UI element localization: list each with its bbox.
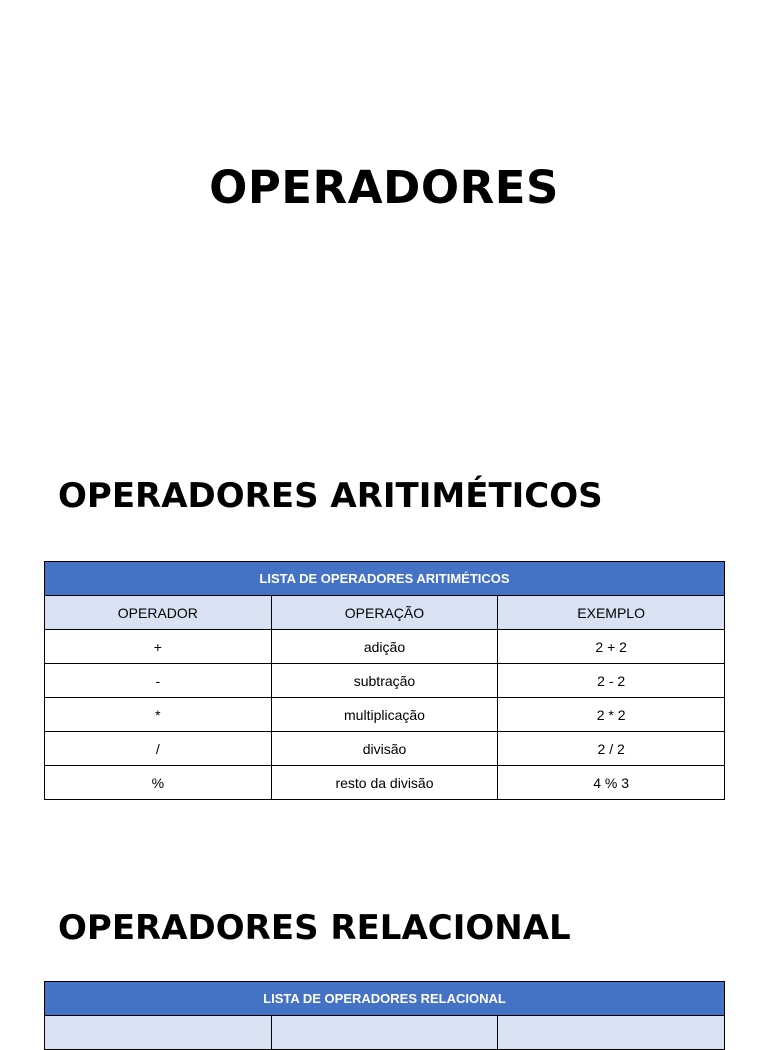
section-title-aritmeticos: OPERADORES ARITIMÉTICOS [58, 476, 603, 516]
table-operadores-aritmeticos [44, 561, 725, 800]
table-row [45, 630, 725, 664]
cell-operacao: adição [271, 630, 498, 664]
cell-operador: + [45, 630, 272, 664]
table-row [45, 732, 725, 766]
cell-operador: % [45, 766, 272, 800]
table-row [45, 698, 725, 732]
cell-exemplo: 4 % 3 [498, 766, 725, 800]
column-header-empty [271, 1016, 498, 1050]
page-title: OPERADORES [209, 161, 559, 214]
table-caption-row [45, 982, 725, 1016]
table-caption: LISTA DE OPERADORES ARITIMÉTICOS [45, 562, 725, 596]
cell-operador: * [45, 698, 272, 732]
table-row [45, 766, 725, 800]
section-title-relacional: OPERADORES RELACIONAL [58, 908, 571, 948]
column-header-empty [45, 1016, 272, 1050]
cell-operador: / [45, 732, 272, 766]
cell-operacao: divisão [271, 732, 498, 766]
cell-operacao: subtração [271, 664, 498, 698]
cell-operacao: multiplicação [271, 698, 498, 732]
cell-exemplo: 2 + 2 [498, 630, 725, 664]
cell-operador: - [45, 664, 272, 698]
table-caption-row [45, 562, 725, 596]
cell-operacao: resto da divisão [271, 766, 498, 800]
column-header-operador: OPERADOR [45, 596, 272, 630]
cell-exemplo: 2 * 2 [498, 698, 725, 732]
table-operadores-relacional [44, 981, 725, 1050]
column-header-exemplo: EXEMPLO [498, 596, 725, 630]
column-header-empty [498, 1016, 725, 1050]
cell-exemplo: 2 - 2 [498, 664, 725, 698]
cell-exemplo: 2 / 2 [498, 732, 725, 766]
table-row [45, 664, 725, 698]
column-header-operacao: OPERAÇÃO [271, 596, 498, 630]
table-caption: LISTA DE OPERADORES RELACIONAL [45, 982, 725, 1016]
table-header-row [45, 1016, 725, 1050]
table-header-row [45, 596, 725, 630]
